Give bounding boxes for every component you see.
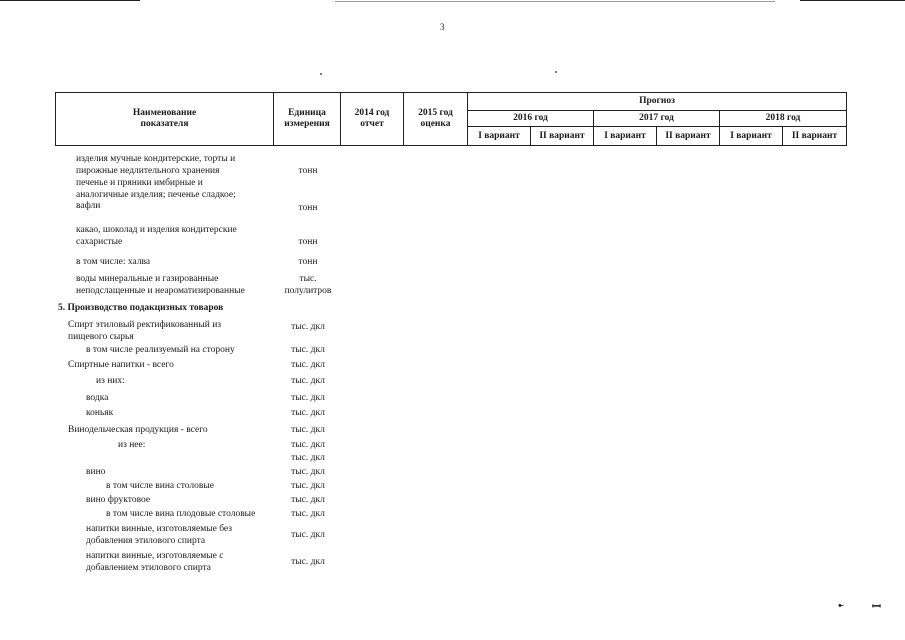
row-name: напитки винные, изготовляемые с добавлением этилового спирта (86, 551, 224, 573)
row-unit: тонн (298, 237, 318, 247)
row-name: из них: (96, 376, 125, 386)
row-unit: тыс. дкл (291, 481, 325, 491)
scan-speck (555, 71, 557, 73)
row-name: изделия мучные кондитерские, торты и пирожные недлительного хранения (76, 154, 236, 176)
header-2018-var1: I вариант (719, 126, 783, 146)
row-unit: тыс. дкл (291, 425, 325, 435)
row-name: водка (86, 393, 109, 403)
row-name: Спирт этиловый ректификованный из пищевого сырья (68, 320, 222, 342)
scan-speck (320, 73, 322, 75)
row-unit: тыс. дкл (291, 345, 325, 355)
row-name: в том числе реализуемый на сторону (86, 345, 235, 355)
row-name: 5. Производство подакцизных товаров (58, 303, 224, 313)
scan-line (335, 1, 775, 2)
row-unit: тыс. дкл (291, 360, 325, 370)
header-2017-var1: I вариант (593, 126, 657, 146)
row-name: вино (86, 467, 106, 477)
row-unit: тыс. дкл (291, 393, 325, 403)
row-unit: тыс. дкл (291, 495, 325, 505)
row-unit: тыс. дкл (291, 530, 325, 540)
row-name: напитки винные, изготовляемые без добавления этилового спирта (86, 524, 233, 546)
scan-mark: ꟷ (872, 601, 881, 613)
page-number: 3 (440, 22, 445, 32)
row-name: в том числе вина плодовые столовые (106, 509, 256, 519)
row-name: Винодельческая продукция - всего (68, 425, 208, 435)
row-unit: тыс. дкл (291, 557, 325, 567)
scan-line (0, 0, 140, 1)
row-name: в том числе: халва (76, 257, 151, 267)
row-unit: тыс. дкл (291, 509, 325, 519)
header-unit-col: Единица измерения (273, 92, 341, 146)
row-unit: тыс. полулитров (284, 274, 332, 296)
header-2016: 2016 год (467, 110, 594, 127)
header-2015-col: 2015 год оценка (403, 92, 468, 146)
row-unit: тыс. дкл (291, 322, 325, 332)
row-unit: тонн (298, 166, 318, 176)
row-name: какао, шоколад и изделия кондитерские сахаристые (76, 225, 237, 247)
row-name: воды минеральные и газированные неподслащенные и неароматизированные (76, 274, 245, 296)
row-unit: тонн (298, 257, 318, 267)
scan-mark: •̵ (838, 600, 842, 612)
header-2018: 2018 год (719, 110, 847, 127)
header-2018-var2: II вариант (782, 126, 847, 146)
header-forecast: Прогноз (467, 92, 847, 111)
scan-line (800, 0, 905, 1)
row-unit: тыс. дкл (291, 453, 325, 463)
row-name: из нее: (118, 440, 146, 450)
row-name: Спиртные напитки - всего (68, 360, 174, 370)
row-name: коньяк (86, 408, 114, 418)
row-unit: тыс. дкл (291, 376, 325, 386)
header-2017: 2017 год (593, 110, 720, 127)
row-name: вино фруктовое (86, 495, 151, 505)
row-unit: тыс. дкл (291, 408, 325, 418)
header-2017-var2: II вариант (656, 126, 720, 146)
header-2016-var2: II вариант (530, 126, 594, 146)
header-name-col: Наименование показателя (55, 92, 274, 146)
row-name: в том числе вина столовые (106, 481, 214, 491)
row-unit: тонн (298, 203, 318, 213)
row-unit: тыс. дкл (291, 440, 325, 450)
header-2016-var1: I вариант (467, 126, 531, 146)
row-name: печенье и пряники имбирные и аналогичные изделия; печенье сладкое; вафли (76, 178, 236, 211)
header-2014-col: 2014 год отчет (340, 92, 404, 146)
row-unit: тыс. дкл (291, 467, 325, 477)
